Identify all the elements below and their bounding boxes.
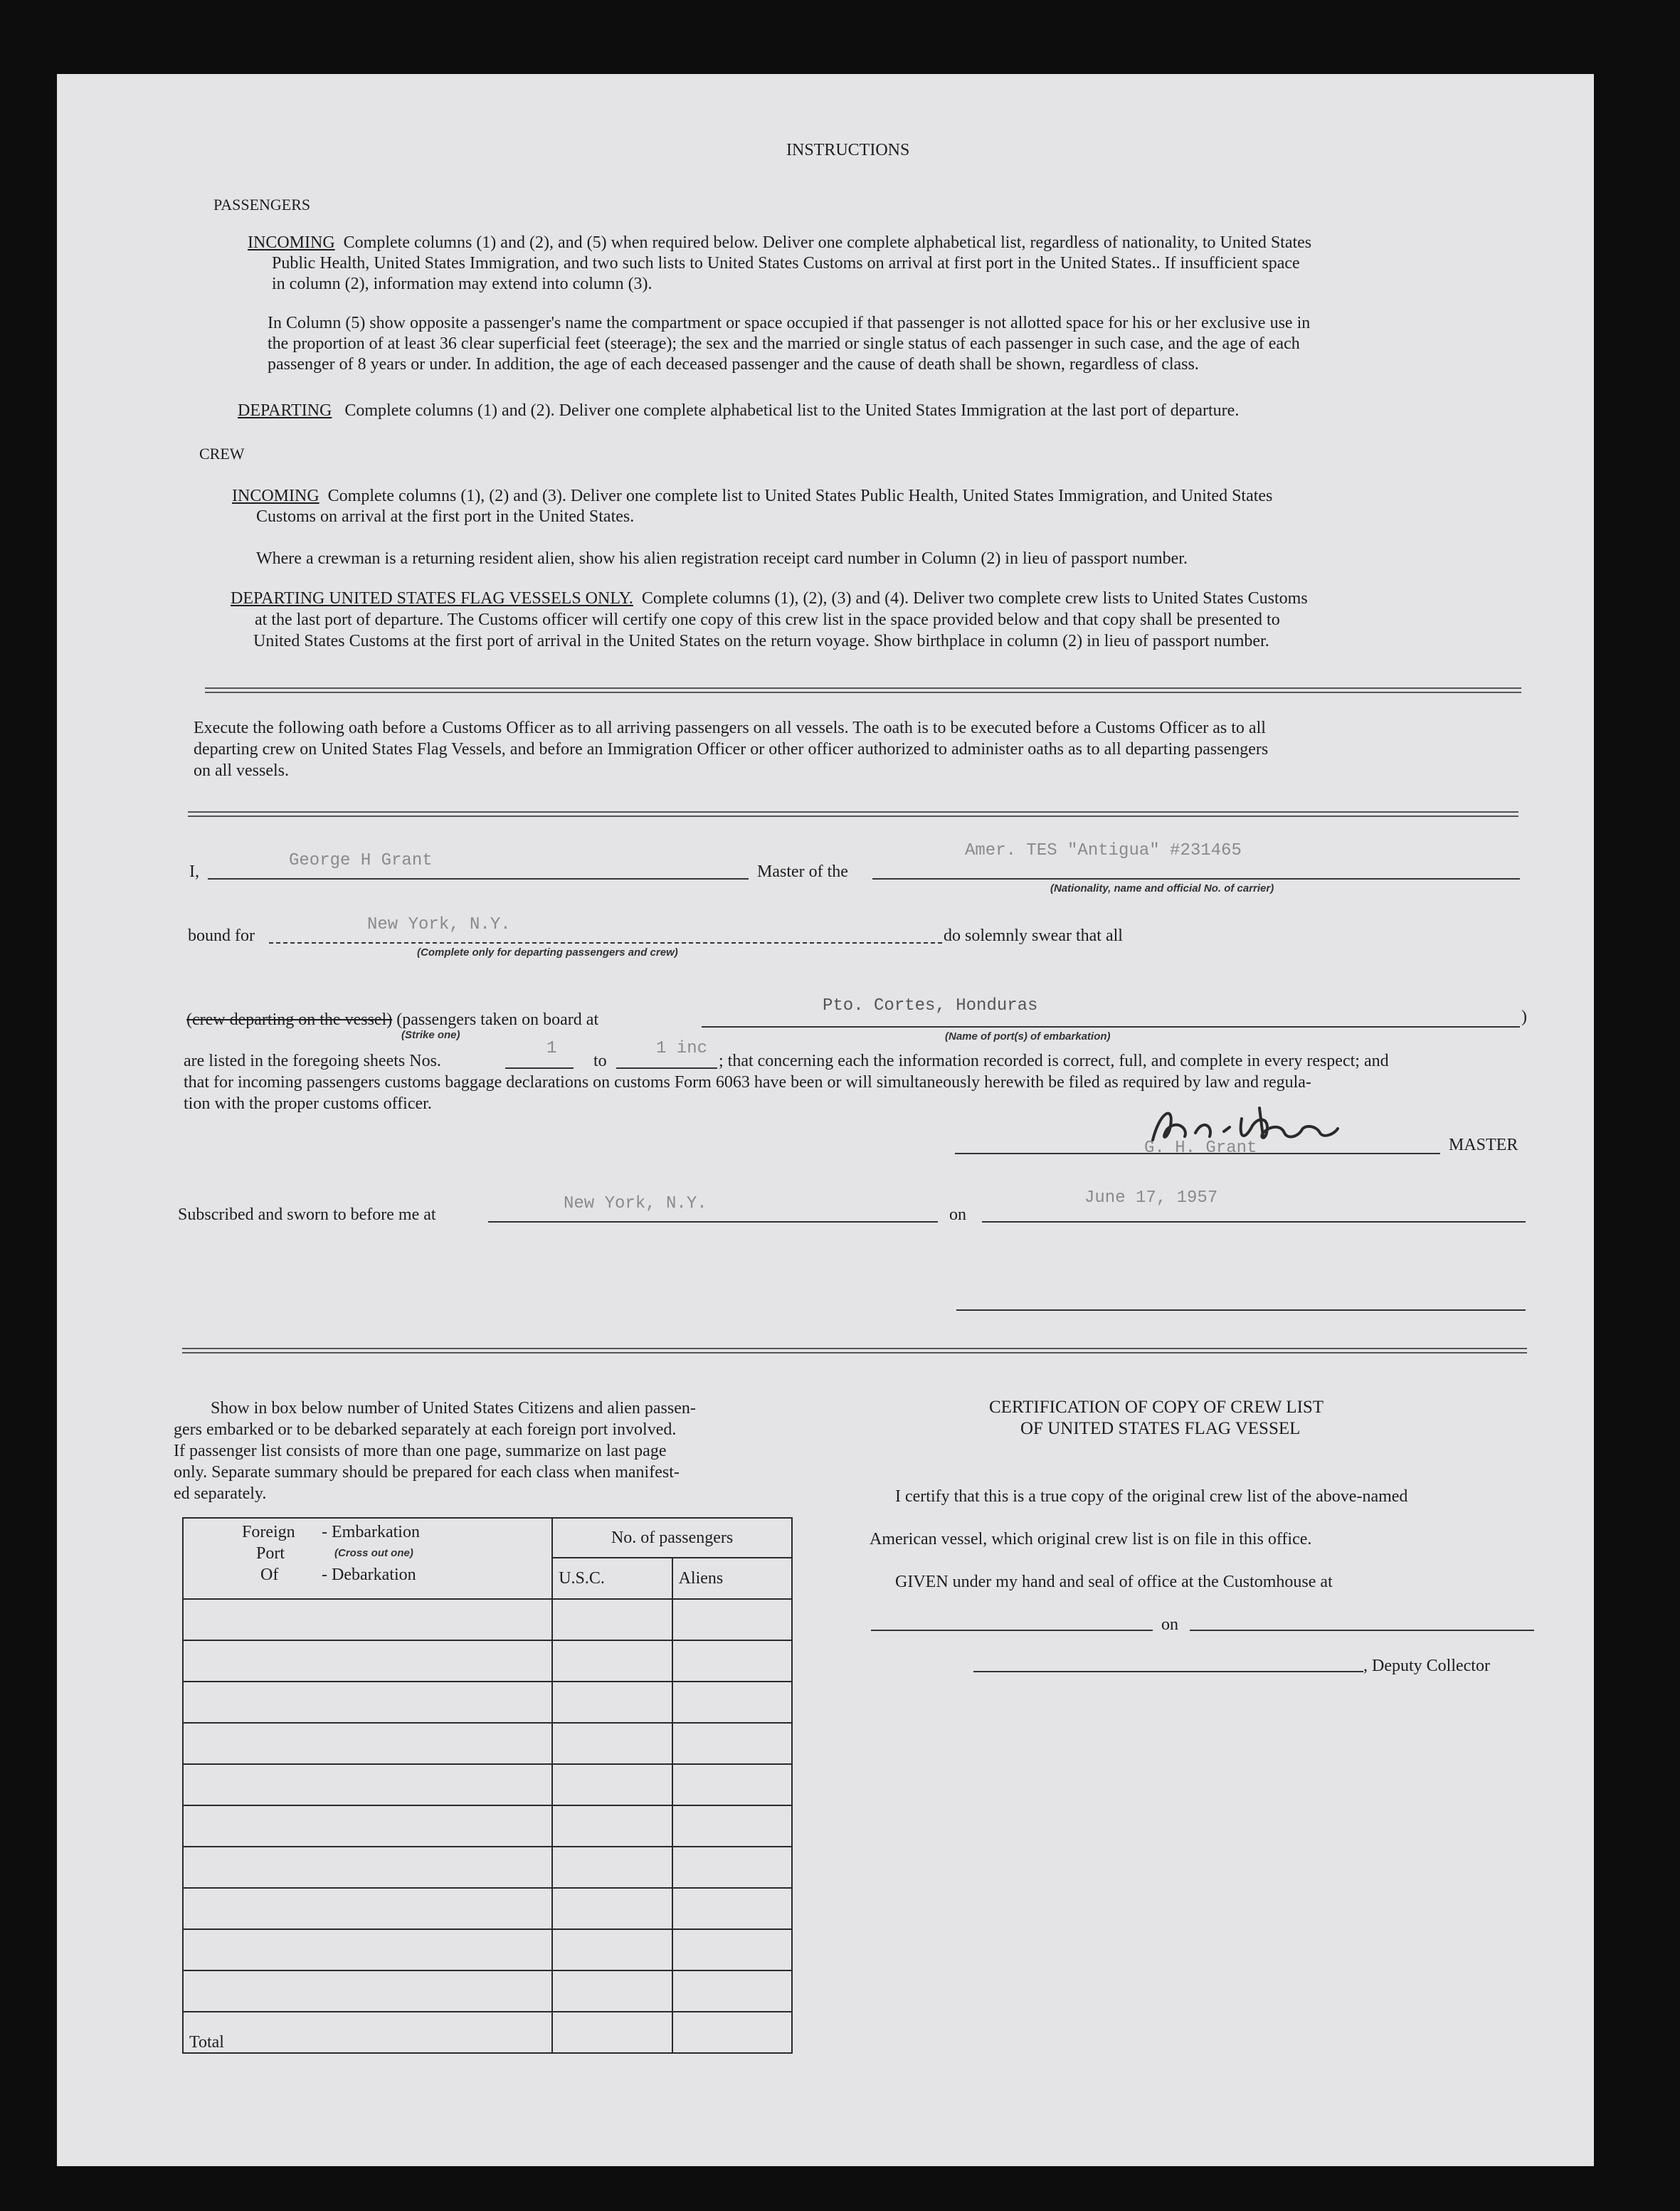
master-name-line xyxy=(208,878,749,880)
bound-for-line xyxy=(269,942,942,944)
certification-title-1: CERTIFICATION OF COPY OF CREW LIST xyxy=(989,1398,1324,1417)
sheet-from-value: 1 xyxy=(546,1039,557,1058)
crewman-text: Where a crewman is a returning resident alien, show his alien registration receipt card number in Column (2) in lieu of passport number. xyxy=(256,549,1188,568)
passengers-count-header: No. of passengers xyxy=(552,1518,792,1558)
section-divider xyxy=(182,1348,1527,1353)
passenger-summary-table xyxy=(182,1517,793,2054)
sworn-place-value: New York, N.Y. xyxy=(564,1194,707,1213)
table-row xyxy=(183,1599,792,1640)
certification-on-label: on xyxy=(1161,1615,1178,1634)
crew-passengers-line xyxy=(186,1009,598,1031)
oath-intro-1: Execute the following oath before a Customs Officer as to all arriving passengers on all vessels. The oath is to be executed before a Customs Officer as to all xyxy=(194,719,1266,737)
passengers-departing-block xyxy=(238,400,1239,422)
deputy-collector-label: , Deputy Collector xyxy=(1363,1657,1490,1675)
certification-title-2: OF UNITED STATES FLAG VESSEL xyxy=(1020,1419,1301,1438)
sheet-to-value: 1 inc xyxy=(656,1039,708,1058)
listed-line xyxy=(184,1050,441,1072)
crew-strike-text: (crew departing on the vessel) xyxy=(186,1010,393,1029)
summary-instructions-3: If passenger list consists of more than one page, summarize on last page xyxy=(174,1442,667,1460)
table-row xyxy=(183,1970,792,2012)
table-row xyxy=(183,1640,792,1682)
sheet-to-line xyxy=(616,1067,717,1069)
section-divider xyxy=(205,687,1521,693)
incoming-text-3: in column (2), information may extend into column (3). xyxy=(272,275,653,293)
column5-text-2: the proportion of at least 36 clear superficial feet (steerage); the sex and the married or single status of each passenger in such case, and the age of each xyxy=(268,334,1300,353)
bound-caption: (Complete only for departing passengers and crew) xyxy=(417,946,678,959)
certification-date-line xyxy=(1190,1630,1534,1631)
crew-incoming-label: INCOMING xyxy=(232,487,319,505)
departing-text: Complete columns (1) and (2). Deliver one complete alphabetical list to the United States Immigration at the last port of departure. xyxy=(344,401,1240,420)
section-divider xyxy=(188,811,1518,817)
master-label: MASTER xyxy=(1449,1136,1518,1154)
sworn-on-label: on xyxy=(949,1205,966,1224)
passengers-heading: PASSENGERS xyxy=(213,196,311,213)
deputy-collector-line xyxy=(973,1671,1363,1672)
table-row xyxy=(183,1805,792,1847)
subscribed-label: Subscribed and sworn to before me at xyxy=(178,1205,436,1224)
table-row xyxy=(183,1764,792,1805)
embark-caption: (Name of port(s) of embarkation) xyxy=(945,1030,1111,1043)
master-name-value: George H Grant xyxy=(289,851,433,870)
to-label: to xyxy=(593,1052,607,1070)
officer-signature-line xyxy=(956,1309,1526,1311)
crew-incoming-block xyxy=(232,485,1272,507)
oath-line-2: that for incoming passengers customs baggage declarations on customs Form 6063 have been or will simultaneously herewith be filed as required by law and regula- xyxy=(184,1073,1311,1092)
departing-label: DEPARTING xyxy=(238,401,332,420)
concerning-text: ; that concerning each the information recorded is correct, full, and complete in every respect; and xyxy=(719,1052,1389,1070)
table-row xyxy=(183,1929,792,1970)
form-page xyxy=(57,74,1594,2166)
customhouse-line xyxy=(871,1630,1153,1631)
certification-text-2: American vessel, which original crew list is on file in this office. xyxy=(870,1530,1312,1548)
incoming-label: INCOMING xyxy=(248,233,335,252)
crew-heading: CREW xyxy=(199,445,245,463)
oath-intro-2: departing crew on United States Flag Vessels, and before an Immigration Officer or other officer authorized to administer oaths as to all departing passengers xyxy=(194,740,1269,759)
listed-text: are listed in the foregoing sheets Nos. xyxy=(184,1052,441,1070)
passengers-incoming-block xyxy=(248,232,1311,254)
column5-text-3: passenger of 8 years or under. In addition, the age of each deceased passenger and the cause of death shall be shown, regardless of class. xyxy=(268,355,1199,374)
summary-instructions-4: only. Separate summary should be prepared for each class when manifest- xyxy=(174,1463,680,1482)
crew-incoming-text-2: Customs on arrival at the first port in the United States. xyxy=(256,507,635,526)
sheet-from-line xyxy=(505,1067,574,1069)
carrier-value: Amer. TES "Antigua" #231465 xyxy=(965,841,1242,860)
sworn-date-line xyxy=(982,1221,1526,1223)
bound-for-value: New York, N.Y. xyxy=(367,915,511,934)
strike-caption: (Strike one) xyxy=(401,1029,460,1041)
summary-instructions-1: Show in box below number of United States Citizens and alien passen- xyxy=(211,1399,696,1418)
table-row xyxy=(183,1682,792,1723)
table-row xyxy=(183,1888,792,1929)
incoming-text-2: Public Health, United States Immigration, and two such lists to United States Customs on arrival at first port in the United States.. If insufficient space xyxy=(272,254,1300,273)
sworn-place-line xyxy=(488,1221,938,1223)
incoming-text: Complete columns (1) and (2), and (5) when required below. Deliver one complete alphabetical list, regardless of nationality, to United States xyxy=(343,233,1312,252)
oath-line-3: tion with the proper customs officer. xyxy=(184,1094,432,1113)
signature-typed: G. H. Grant xyxy=(1144,1139,1257,1158)
embark-port-line xyxy=(702,1026,1520,1028)
column5-text-1: In Column (5) show opposite a passenger's name the compartment or space occupied if that passenger is not allotted space for his or her exclusive use in xyxy=(268,314,1311,332)
bound-for-label: bound for xyxy=(188,927,255,945)
departing-flag-block xyxy=(231,588,1308,610)
crew-incoming-text: Complete columns (1), (2) and (3). Deliver one complete list to United States Public Health, United States Immigration, and United States xyxy=(327,487,1273,505)
certification-text-3: GIVEN under my hand and seal of office at the Customhouse at xyxy=(895,1573,1333,1591)
departing-flag-text: Complete columns (1), (2), (3) and (4). Deliver two complete crew lists to United States Customs xyxy=(641,589,1308,608)
carrier-line xyxy=(872,878,1520,880)
total-label: Total xyxy=(183,2012,552,2053)
summary-instructions-2: gers embarked or to be debarked separately at each foreign port involved. xyxy=(174,1420,677,1439)
aliens-header: Aliens xyxy=(672,1558,792,1599)
certification-text-1: I certify that this is a true copy of the original crew list of the above-named xyxy=(895,1487,1408,1506)
departing-flag-label: DEPARTING UNITED STATES FLAG VESSELS ONLY. xyxy=(231,589,633,608)
close-paren: ) xyxy=(1521,1008,1527,1026)
passengers-taken-text: (passengers taken on board at xyxy=(396,1010,599,1029)
swear-text: do solemnly swear that all xyxy=(944,927,1123,945)
oath-intro-3: on all vessels. xyxy=(194,761,289,780)
departing-flag-text-3: United States Customs at the first port of arrival in the United States on the return voyage. Show birthplace in column (2) in lieu of passport number. xyxy=(253,632,1269,650)
oath-i-label: I, xyxy=(189,862,199,881)
table-row xyxy=(183,1723,792,1764)
foreign-port-header: Foreign - Embarkation Port (Cross out one) Of - Debarkation xyxy=(183,1518,552,1599)
summary-instructions-5: ed separately. xyxy=(174,1484,267,1503)
embark-port-value: Pto. Cortes, Honduras xyxy=(823,996,1038,1015)
sworn-date-value: June 17, 1957 xyxy=(1084,1188,1218,1208)
usc-header: U.S.C. xyxy=(552,1558,672,1599)
total-row xyxy=(183,2012,792,2053)
carrier-caption: (Nationality, name and official No. of carrier) xyxy=(1050,882,1274,895)
table-row xyxy=(183,1847,792,1888)
departing-flag-text-2: at the last port of departure. The Customs officer will certify one copy of this crew list in the space provided below and that copy shall be presented to xyxy=(255,611,1280,629)
instructions-title: INSTRUCTIONS xyxy=(786,141,910,159)
master-of-label: Master of the xyxy=(757,862,848,881)
